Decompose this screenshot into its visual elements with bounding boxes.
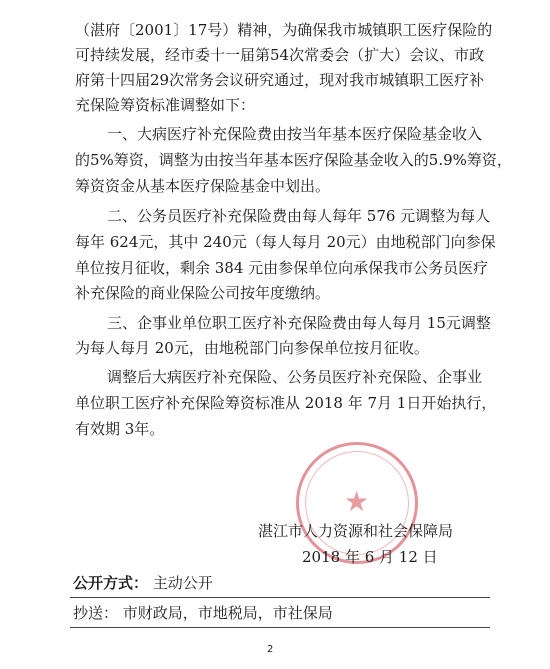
page-number: 2 (267, 644, 274, 655)
body-line: 一、大病医疗补充保险费由按当年基本医疗保险基金收入 (107, 125, 483, 143)
body-line: 筹资资金从基本医疗保险基金中划出。 (75, 177, 331, 195)
body-line: 的5%筹资，调整为由按当年基本医疗保险基金收入的5.9%筹资， (75, 151, 512, 169)
seal-star-icon: ★ (344, 485, 370, 518)
body-line: 府第十四届29次常务会议研究通过，现对我市城镇职工医疗补 (75, 71, 485, 89)
cc-value: 市财政局，市地税局，市社保局 (122, 604, 333, 622)
body-line: 有效期 3年。 (75, 420, 165, 438)
cc-line (73, 603, 333, 623)
signature-date: 2018 年 6 月 12 日 (302, 548, 438, 566)
signature-org: 湛江市人力资源和社会保障局 (258, 522, 454, 540)
disclosure-label: 公开方式： (73, 574, 149, 592)
cc-label: 抄送： (73, 604, 119, 622)
body-line: 每年 624元，其中 240元（每人每月 20元）由地税部门向参保 (75, 233, 496, 251)
disclosure-value: 主动公开 (152, 574, 213, 592)
divider (70, 597, 490, 598)
body-line: 补充保险的商业保险公司按年度缴纳。 (75, 284, 331, 302)
body-line: 为每人每月 20元，由地税部门向参保单位按月征收。 (75, 339, 429, 357)
body-line: 二、公务员医疗补充保险费由每人每年 576 元调整为每人 (107, 207, 491, 225)
disclosure-line (73, 573, 213, 593)
body-line: 单位按月征收，剩余 384 元由参保单位向承保我市公务员医疗 (75, 259, 489, 277)
body-line: （湛府〔2001〕17号）精神，为确保我市城镇职工医疗保险的 (75, 21, 493, 39)
divider (70, 627, 490, 628)
body-line: 可持续发展，经市委十一届第54次常委会（扩大）会议、市政 (75, 46, 485, 64)
official-seal (296, 442, 418, 564)
body-line: 调整后大病医疗补充保险、公务员医疗补充保险、企事业 (107, 368, 483, 386)
body-line: 单位职工医疗补充保险筹资标准从 2018 年 7月 1日开始执行， (75, 394, 497, 412)
body-line: 三、企事业单位职工医疗补充保险费由每人每月 15元调整 (107, 314, 491, 332)
body-line: 充保险筹资标准调整如下： (75, 96, 256, 114)
